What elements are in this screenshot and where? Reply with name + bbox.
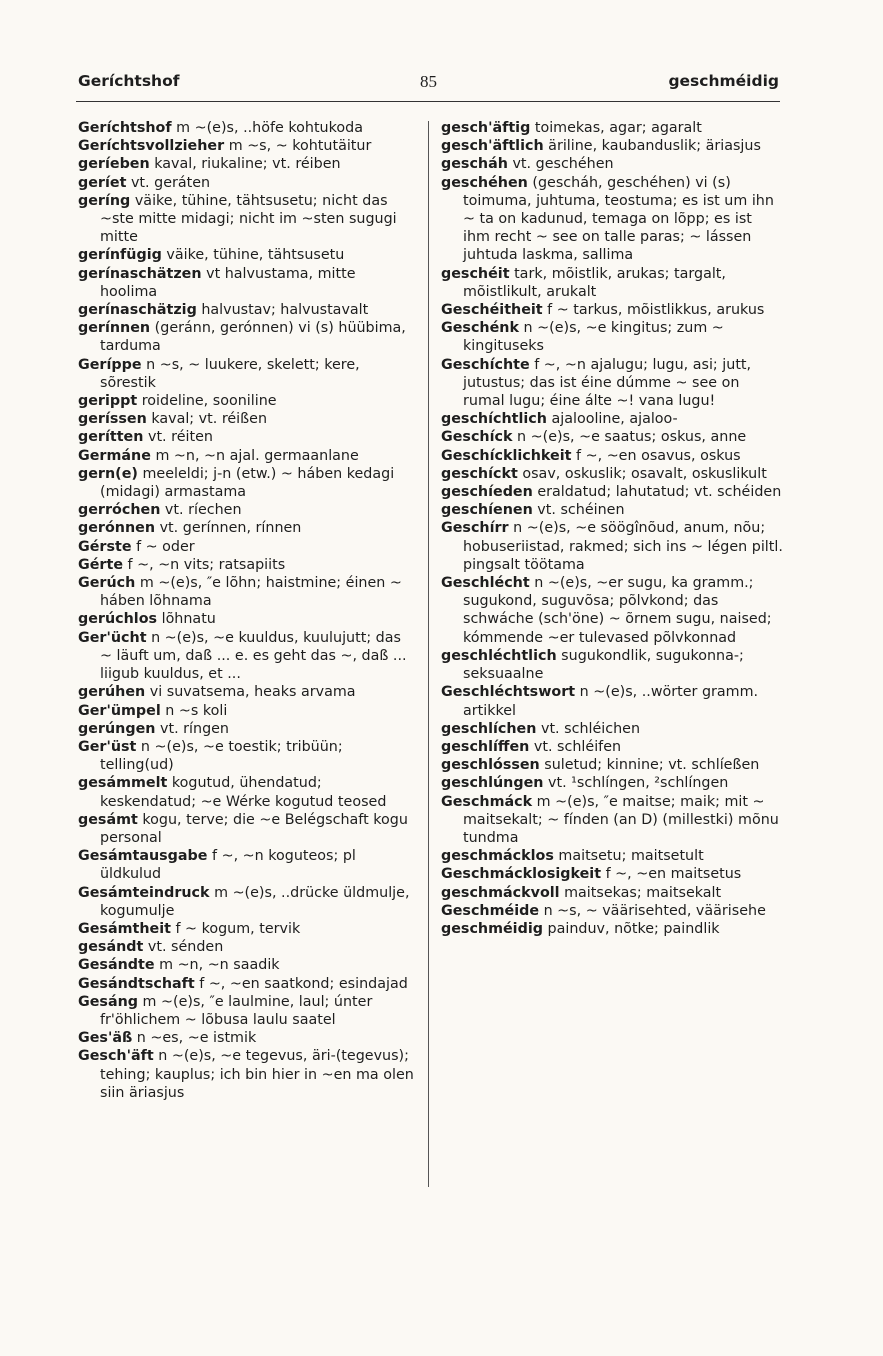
entry-definition: f ~, ~n koguteos; pl üldkulud bbox=[100, 848, 356, 883]
entry-definition: f ~ oder bbox=[131, 538, 195, 555]
entry-definition: vt. réiten bbox=[143, 429, 213, 446]
entry-headword: Geschénk bbox=[441, 320, 519, 337]
entry-headword: Ger'üst bbox=[78, 738, 137, 755]
entry-definition: kogu, terve; die ~e Belégschaft kogu personal bbox=[100, 811, 408, 846]
entry-headword: Geschéitheit bbox=[441, 302, 543, 319]
dictionary-entry bbox=[441, 428, 783, 446]
entry-definition: f ~ kogum, tervik bbox=[170, 920, 301, 937]
dictionary-entry bbox=[78, 702, 414, 720]
dictionary-entry bbox=[78, 246, 414, 264]
entry-headword: geschlíffen bbox=[441, 738, 530, 755]
dictionary-entry bbox=[78, 956, 414, 974]
entry-headword: Gesámtheit bbox=[78, 920, 171, 937]
dictionary-entry bbox=[78, 119, 414, 137]
entry-definition: m ~n, ~n ajal. germaanlane bbox=[150, 447, 359, 464]
dictionary-entry bbox=[78, 1029, 414, 1047]
entry-definition: n ~s, ~ väärisehted, väärisehe bbox=[539, 902, 766, 919]
entry-headword: gerippt bbox=[78, 393, 138, 410]
entry-definition: väike, tühine, tähtsusetu bbox=[161, 247, 345, 264]
entry-headword: gerúchlos bbox=[78, 611, 158, 628]
entry-headword: Geríchtshof bbox=[78, 120, 172, 136]
dictionary-entry bbox=[78, 774, 414, 810]
entry-headword: gerítten bbox=[78, 429, 144, 446]
dictionary-entry bbox=[78, 447, 414, 465]
entry-definition: f ~ tarkus, mõistlikkus, arukus bbox=[542, 302, 765, 319]
dictionary-entry bbox=[441, 865, 783, 883]
entry-definition: m ~(e)s, ..höfe kohtukoda bbox=[171, 120, 363, 136]
dictionary-entry bbox=[78, 629, 414, 684]
dictionary-entry bbox=[441, 647, 783, 683]
entry-headword: Gesch'äft bbox=[78, 1048, 154, 1065]
dictionary-entry bbox=[78, 1047, 414, 1102]
entry-definition: osav, oskuslik; osavalt, oskuslikult bbox=[517, 465, 767, 482]
dictionary-entry bbox=[78, 610, 414, 628]
dictionary-entry bbox=[441, 920, 783, 938]
entry-headword: gesch'äftlich bbox=[441, 138, 544, 155]
entry-headword: Geschléchtswort bbox=[441, 684, 576, 701]
dictionary-entry bbox=[441, 793, 783, 848]
entry-definition: toimekas, agar; agaralt bbox=[530, 120, 702, 136]
entry-headword: gesámt bbox=[78, 811, 138, 828]
entry-headword: Geschmáck bbox=[441, 793, 533, 810]
entry-definition: sugukondlik, sugukonna-; seksuaalne bbox=[463, 647, 744, 683]
entry-definition: n ~(e)s, ~e tegevus, äri-(tegevus); tehing; kauplus; ich bin hier in ~en ma olen siin äriasjus bbox=[100, 1048, 414, 1101]
dictionary-entry bbox=[78, 137, 414, 155]
dictionary-entry bbox=[441, 738, 783, 756]
header-right-guide-word: geschméidig bbox=[668, 72, 779, 90]
entry-definition: n ~s, ~ luukere, skelett; kere, sõrestik bbox=[100, 356, 360, 391]
entry-definition: vt. geráten bbox=[126, 174, 211, 191]
dictionary-entry bbox=[441, 884, 783, 902]
dictionary-entry bbox=[78, 174, 414, 192]
dictionary-entry bbox=[78, 392, 414, 410]
dictionary-entry bbox=[441, 410, 783, 428]
entry-definition: f ~, ~n vits; ratsapiits bbox=[123, 556, 286, 573]
dictionary-entry bbox=[78, 884, 414, 920]
entry-definition: f ~, ~en osavus, oskus bbox=[571, 447, 741, 464]
entry-definition: (geránn, gerónnen) vi (s) hüübima, tarduma bbox=[100, 320, 406, 355]
entry-definition: roideline, sooniline bbox=[137, 393, 277, 410]
entry-definition: m ~(e)s, ″e maitse; maik; mit ~ maitsekalt; ~ fínden (an D) (millestki) mõnu tundma bbox=[463, 793, 779, 846]
entry-headword: Ger'ümpel bbox=[78, 702, 161, 719]
entry-definition: kaval, riukaline; vt. réiben bbox=[149, 156, 341, 173]
entry-definition: tark, mõistlik, arukas; targalt, mõistlikult, arukalt bbox=[463, 265, 726, 300]
entry-definition: vt. schléifen bbox=[529, 738, 622, 755]
dictionary-entry bbox=[441, 465, 783, 483]
entry-definition: kogutud, ühendatud; keskendatud; ~e Wérke kogutud teosed bbox=[100, 775, 387, 810]
entry-definition: n ~(e)s, ~er sugu, ka gramm.; sugukond, suguvõsa; põlvkond; das schwáche (sch'öne) ~ õrnem sugu, naised; kómmende ~er tulevased põlvkonnad bbox=[463, 575, 772, 646]
dictionary-entry bbox=[441, 483, 783, 501]
entry-definition: vt. schéinen bbox=[532, 502, 625, 519]
entry-headword: Geschméide bbox=[441, 902, 540, 919]
dictionary-entry bbox=[441, 137, 783, 155]
entry-definition: n ~(e)s, ~e kuuldus, kuulujutt; das ~ läuft um, daß ... e. es geht das ~, daß ... liigub kuuldus, et ... bbox=[100, 629, 407, 683]
entry-headword: Geschíchte bbox=[441, 356, 530, 373]
entry-definition: n ~(e)s, ~e söögînõud, anum, nõu; hobuseriistad, rakmed; sich ins ~ légen piltl. pingsalt töötama bbox=[463, 520, 783, 573]
dictionary-entry bbox=[78, 683, 414, 701]
entry-headword: gesámmelt bbox=[78, 775, 168, 792]
dictionary-entry bbox=[78, 847, 414, 883]
entry-definition: vt. sénden bbox=[143, 939, 224, 956]
dictionary-entry bbox=[78, 556, 414, 574]
entry-headword: geschíckt bbox=[441, 465, 518, 482]
entry-headword: gerínaschätzig bbox=[78, 302, 197, 319]
entry-definition: f ~, ~en maitsetus bbox=[601, 866, 742, 883]
dictionary-entry bbox=[78, 993, 414, 1029]
right-column bbox=[441, 119, 783, 938]
entry-headword: Geschlécht bbox=[441, 575, 530, 592]
dictionary-entry bbox=[441, 301, 783, 319]
entry-definition: vt. geschéhen bbox=[507, 156, 614, 173]
dictionary-entry bbox=[441, 356, 783, 411]
dictionary-entry bbox=[78, 410, 414, 428]
entry-headword: gerróchen bbox=[78, 502, 161, 519]
entry-definition: vt. ríngen bbox=[155, 720, 229, 737]
entry-headword: Geschícklichkeit bbox=[441, 447, 572, 464]
entry-headword: gescháh bbox=[441, 156, 508, 173]
entry-headword: gerúhen bbox=[78, 684, 146, 701]
entry-definition: vi suvatsema, heaks arvama bbox=[145, 684, 356, 701]
dictionary-entry bbox=[441, 683, 783, 719]
dictionary-entry bbox=[78, 538, 414, 556]
entry-headword: Gerúch bbox=[78, 575, 136, 592]
dictionary-entry bbox=[78, 720, 414, 738]
header-left-guide-word: Geríchtshof bbox=[78, 72, 180, 90]
entry-definition: n ~(e)s, ~e saatus; oskus, anne bbox=[512, 429, 747, 446]
entry-headword: geschléchtlich bbox=[441, 647, 557, 664]
entry-headword: Gérste bbox=[78, 538, 132, 555]
dictionary-entry bbox=[441, 119, 783, 137]
entry-definition: n ~s koli bbox=[160, 702, 228, 719]
entry-headword: geschéit bbox=[441, 265, 510, 282]
entry-headword: geschmácklos bbox=[441, 848, 554, 865]
entry-headword: gesándt bbox=[78, 939, 144, 956]
entry-definition: vt. ¹schlíngen, ²schlíngen bbox=[543, 775, 729, 792]
dictionary-entry bbox=[78, 265, 414, 301]
entry-definition: m ~(e)s, ..drücke üldmulje, kogumulje bbox=[100, 884, 410, 919]
dictionary-entry bbox=[78, 192, 414, 247]
entry-headword: gerínaschätzen bbox=[78, 265, 202, 282]
entry-definition: m ~(e)s, ″e lõhn; haistmine; éinen ~ háben lõhnama bbox=[100, 575, 402, 610]
entry-headword: Germáne bbox=[78, 447, 151, 464]
entry-headword: geschméidig bbox=[441, 920, 543, 937]
entry-headword: Ges'äß bbox=[78, 1030, 133, 1047]
left-column bbox=[78, 119, 414, 1102]
entry-definition: m ~(e)s, ″e laulmine, laul; únter fr'öhlichem ~ lõbusa laulu saatel bbox=[100, 993, 373, 1028]
dictionary-entry bbox=[78, 301, 414, 319]
entry-headword: geschlíchen bbox=[441, 720, 537, 737]
entry-definition: vt. gerínnen, rínnen bbox=[155, 520, 302, 537]
dictionary-entry bbox=[78, 574, 414, 610]
entry-headword: Gesámteindruck bbox=[78, 884, 210, 901]
entry-definition: suletud; kinnine; vt. schlíeßen bbox=[539, 757, 760, 774]
entry-headword: gesch'äftig bbox=[441, 120, 531, 136]
entry-headword: Gesándtschaft bbox=[78, 975, 195, 992]
dictionary-entry bbox=[78, 155, 414, 173]
entry-definition: maitsekas; maitsekalt bbox=[559, 884, 722, 901]
dictionary-entry bbox=[441, 501, 783, 519]
entry-headword: geschíeden bbox=[441, 484, 533, 501]
dictionary-entry bbox=[441, 574, 783, 647]
entry-headword: geríng bbox=[78, 192, 131, 209]
entry-headword: gerúngen bbox=[78, 720, 156, 737]
entry-definition: n ~(e)s, ..wörter gramm. artikkel bbox=[463, 684, 759, 719]
dictionary-entry bbox=[441, 902, 783, 920]
dictionary-entry bbox=[78, 920, 414, 938]
dictionary-entry bbox=[78, 811, 414, 847]
entry-definition: vt halvustama, mitte hoolima bbox=[100, 265, 356, 300]
entry-headword: Geríppe bbox=[78, 356, 142, 373]
entry-headword: gerínfügig bbox=[78, 247, 162, 264]
entry-headword: gerínnen bbox=[78, 320, 151, 337]
dictionary-entry bbox=[441, 319, 783, 355]
entry-headword: Gesáng bbox=[78, 993, 139, 1010]
dictionary-entry bbox=[78, 428, 414, 446]
dictionary-entry bbox=[441, 155, 783, 173]
dictionary-entry bbox=[78, 738, 414, 774]
dictionary-entry bbox=[441, 720, 783, 738]
entry-definition: m ~s, ~ kohtutäitur bbox=[224, 138, 372, 155]
entry-definition: vt. schléichen bbox=[536, 720, 641, 737]
dictionary-entry bbox=[78, 938, 414, 956]
dictionary-entry bbox=[441, 774, 783, 792]
entry-headword: geschíchtlich bbox=[441, 411, 547, 428]
entry-headword: Geschíck bbox=[441, 429, 513, 446]
page-header bbox=[78, 72, 779, 98]
header-rule bbox=[76, 101, 780, 102]
dictionary-entry bbox=[78, 465, 414, 501]
entry-definition: meeleldi; j-n (etw.) ~ háben kedagi (midagi) armastama bbox=[100, 465, 395, 501]
dictionary-entry bbox=[78, 519, 414, 537]
entry-definition: eraldatud; lahutatud; vt. schéiden bbox=[532, 484, 782, 501]
dictionary-entry bbox=[441, 519, 783, 574]
entry-headword: geschéhen bbox=[441, 174, 528, 191]
entry-headword: geríeben bbox=[78, 156, 150, 173]
entry-headword: geríssen bbox=[78, 411, 147, 428]
entry-headword: Geríchtsvollzieher bbox=[78, 138, 225, 155]
entry-headword: Gérte bbox=[78, 556, 124, 573]
dictionary-entry bbox=[78, 975, 414, 993]
entry-definition: maitsetu; maitsetult bbox=[553, 848, 704, 865]
entry-headword: Geschmácklosigkeit bbox=[441, 866, 602, 883]
entry-headword: geríet bbox=[78, 174, 127, 191]
entry-headword: geschlúngen bbox=[441, 775, 544, 792]
page-number: 85 bbox=[420, 72, 437, 91]
entry-headword: Geschírr bbox=[441, 520, 509, 537]
dictionary-entry bbox=[78, 356, 414, 392]
dictionary-entry bbox=[78, 319, 414, 355]
entry-definition: n ~(e)s, ~e toestik; tribüün; telling(ud) bbox=[100, 738, 343, 774]
entry-definition: f ~, ~n ajalugu; lugu, asi; jutt, jutustus; das ist éine dúmme ~ see on rumal lugu; éine álte ~! vana lugu! bbox=[463, 356, 752, 410]
entry-definition: m ~n, ~n saadik bbox=[154, 957, 280, 974]
entry-definition: ajalooline, ajaloo- bbox=[546, 411, 678, 428]
entry-definition: lõhnatu bbox=[157, 611, 216, 628]
dictionary-entry bbox=[441, 265, 783, 301]
entry-definition: painduv, nõtke; paindlik bbox=[542, 920, 720, 937]
entry-definition: väike, tühine, tähtsusetu; nicht das ~ste mitte midagi; nicht im ~sten sugugi mitte bbox=[100, 192, 397, 246]
entry-headword: geschíenen bbox=[441, 502, 533, 519]
entry-headword: geschlóssen bbox=[441, 757, 540, 774]
entry-definition: halvustav; halvustavalt bbox=[196, 302, 369, 319]
column-divider bbox=[428, 121, 429, 1187]
dictionary-entry bbox=[441, 447, 783, 465]
entry-headword: Gesámtausgabe bbox=[78, 848, 208, 865]
entry-headword: gern(e) bbox=[78, 465, 138, 482]
entry-definition: n ~(e)s, ~e kingitus; zum ~ kingituseks bbox=[463, 320, 724, 355]
entry-headword: Ger'ücht bbox=[78, 629, 147, 646]
entry-definition: n ~es, ~e istmik bbox=[132, 1030, 257, 1047]
entry-definition: äriline, kaubanduslik; äriasjus bbox=[543, 138, 761, 155]
dictionary-entry bbox=[78, 501, 414, 519]
entry-definition: f ~, ~en saatkond; esindajad bbox=[194, 975, 408, 992]
entry-headword: Gesándte bbox=[78, 957, 155, 974]
entry-definition: kaval; vt. réißen bbox=[146, 411, 268, 428]
dictionary-entry bbox=[441, 847, 783, 865]
entry-definition: vt. ríechen bbox=[160, 502, 242, 519]
entry-headword: gerónnen bbox=[78, 520, 156, 537]
entry-headword: geschmáckvoll bbox=[441, 884, 560, 901]
dictionary-entry bbox=[441, 174, 783, 265]
entry-definition: (gescháh, geschéhen) vi (s) toimuma, juhtuma, teostuma; es ist um ihn ~ ta on kadunud, temaga on lõpp; es ist ihm recht ~ see on talle paras; ~ lássen juhtuda laskma, sallima bbox=[463, 174, 774, 264]
dictionary-entry bbox=[441, 756, 783, 774]
